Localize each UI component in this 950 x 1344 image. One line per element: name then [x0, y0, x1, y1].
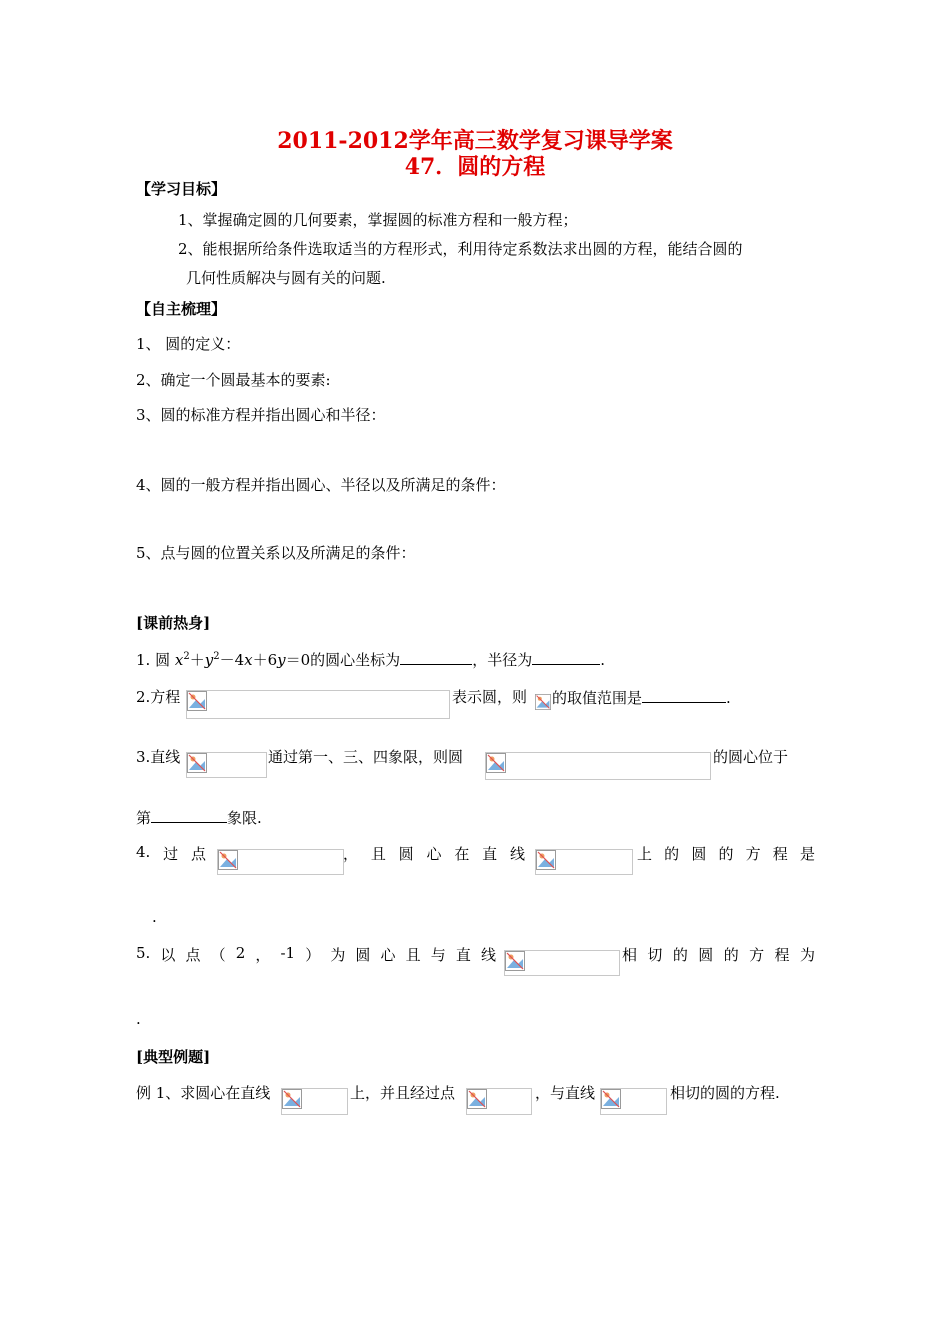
p4-char: 的	[664, 845, 680, 863]
p5-line-image	[504, 950, 620, 976]
ex1-mid2: ，与直线	[535, 1084, 596, 1102]
p4-char: 圆	[398, 845, 414, 863]
p2-equation-image	[186, 690, 450, 719]
p3-prefix: 3.直线	[136, 748, 181, 766]
p3-blank-quadrant[interactable]	[151, 806, 227, 823]
p4-char: 在	[454, 845, 470, 863]
p4-mid	[343, 843, 525, 864]
p4-char: 的	[718, 845, 734, 863]
p4-end: .	[152, 908, 157, 926]
review-q5: 5、点与圆的位置关系以及所满足的条件：	[136, 544, 416, 562]
p3-line2	[136, 806, 262, 828]
broken-image-icon	[187, 691, 207, 711]
p5-char: 与	[430, 946, 446, 964]
p5-char: 的	[672, 946, 688, 964]
review-q4: 4、圆的一般方程并指出圆心、半径以及所满足的条件：	[136, 476, 506, 494]
goal-item-2-cont: 几何性质解决与圆有关的问题.	[186, 269, 386, 287]
broken-image-icon	[535, 694, 551, 710]
broken-image-icon	[187, 753, 207, 773]
review-q2: 2、确定一个圆最基本的要素:	[136, 371, 331, 389]
p5-char: 点	[185, 946, 201, 964]
broken-image-icon	[505, 951, 525, 971]
ex1-end: 相切的圆的方程.	[670, 1084, 780, 1102]
broken-image-icon	[282, 1089, 302, 1109]
ex1-point-image	[466, 1088, 532, 1115]
p5-char: 的	[723, 946, 739, 964]
p5-char: 且	[405, 946, 421, 964]
p4-char: 过	[163, 845, 179, 863]
p4-line-image	[535, 849, 633, 875]
warmup-p1	[136, 648, 605, 670]
p3-line2-prefix: 第	[136, 809, 152, 827]
p4-char: 上	[637, 845, 653, 863]
page-subtitle: 47．圆的方程	[404, 154, 546, 180]
p3-mid: 通过第一、三、四象限，则圆	[268, 748, 464, 766]
p5-char: 直	[455, 946, 471, 964]
p5-char: 心	[380, 946, 396, 964]
p4-char: ，	[343, 845, 359, 863]
p5-char: 圆	[698, 946, 714, 964]
p4-char: 线	[509, 845, 525, 863]
ex1-prefix: 例 1、求圆心在直线	[136, 1084, 271, 1102]
p2-mid: 表示圆，则	[452, 688, 528, 706]
p2-prefix: 2.方程	[136, 688, 181, 706]
p3-line2-suffix: 象限.	[227, 809, 262, 827]
p1-mid: 的圆心坐标为	[310, 651, 401, 669]
p2-end: .	[726, 689, 731, 707]
review-q3: 3、圆的标准方程并指出圆心和半径：	[136, 406, 386, 424]
p2-blank-range[interactable]	[642, 686, 726, 703]
review-q1: 1、 圆的定义：	[136, 335, 241, 353]
p4-point-image	[217, 849, 344, 875]
goals-heading: 【学习目标】	[136, 180, 227, 198]
review-heading: 【自主梳理】	[136, 300, 227, 318]
goal-item-2: 2、能根据所给条件选取适当的方程形式，利用待定系数法求出圆的方程，能结合圆的	[178, 240, 743, 258]
p1-blank-radius[interactable]	[532, 648, 600, 665]
p5-char: 5.	[136, 944, 151, 962]
p2-var-image	[535, 694, 551, 714]
p4-char: 是	[799, 845, 815, 863]
p5-char: （	[210, 946, 226, 964]
p5-tail	[622, 944, 815, 965]
p2-tail-text: 的取值范围是	[552, 689, 643, 707]
p4-char: 且	[370, 845, 386, 863]
p5-char: 切	[647, 946, 663, 964]
p5-end: .	[136, 1010, 141, 1028]
p1-blank-center[interactable]	[400, 648, 472, 665]
p1-equation: $x^2+y^2-4x+6y=0$	[174, 651, 311, 669]
p5-char: 为	[330, 946, 346, 964]
p1-radius-label: ，半径为	[472, 651, 533, 669]
p4-char: 直	[482, 845, 498, 863]
broken-image-icon	[486, 753, 506, 773]
ex1-tangent-image	[600, 1088, 667, 1115]
broken-image-icon	[601, 1089, 621, 1109]
page-title: 2011-2012学年高三数学复习课导学案	[277, 128, 673, 154]
p3-tail: 的圆心位于	[713, 748, 789, 766]
p2-tail	[552, 686, 731, 708]
p5-char: ）	[305, 946, 321, 964]
p3-circle-image	[485, 752, 711, 780]
p5-char: 以	[160, 946, 176, 964]
p1-prefix: 1. 圆	[136, 651, 175, 669]
ex1-mid1: 上，并且经过点	[350, 1084, 456, 1102]
p5-char: -1	[280, 944, 296, 962]
broken-image-icon	[467, 1089, 487, 1109]
broken-image-icon	[536, 850, 556, 870]
p1-end: .	[600, 651, 605, 669]
p5-char: 方	[749, 946, 765, 964]
p5-char: 为	[799, 946, 815, 964]
broken-image-icon	[218, 850, 238, 870]
p5-char: 圆	[355, 946, 371, 964]
p4-char: 圆	[691, 845, 707, 863]
p4-tail	[637, 843, 815, 864]
p5-char: 程	[774, 946, 790, 964]
p5-char: 线	[480, 946, 496, 964]
p4-char: 点	[190, 845, 206, 863]
p5-char: 2	[235, 944, 246, 962]
p5-char: ，	[255, 946, 271, 964]
ex1-line-image	[281, 1088, 348, 1115]
p4-prefix	[136, 843, 206, 864]
warmup-heading: [课前热身]	[136, 614, 211, 632]
p5-char: 相	[622, 946, 638, 964]
p4-char: 程	[772, 845, 788, 863]
p4-char: 心	[426, 845, 442, 863]
examples-heading: [典型例题]	[136, 1048, 211, 1066]
p5-prefix	[136, 944, 496, 965]
p4-char: 4.	[136, 843, 151, 861]
p4-char: 方	[745, 845, 761, 863]
p3-line-image	[186, 752, 267, 778]
goal-item-1: 1、掌握确定圆的几何要素，掌握圆的标准方程和一般方程；	[178, 211, 578, 229]
